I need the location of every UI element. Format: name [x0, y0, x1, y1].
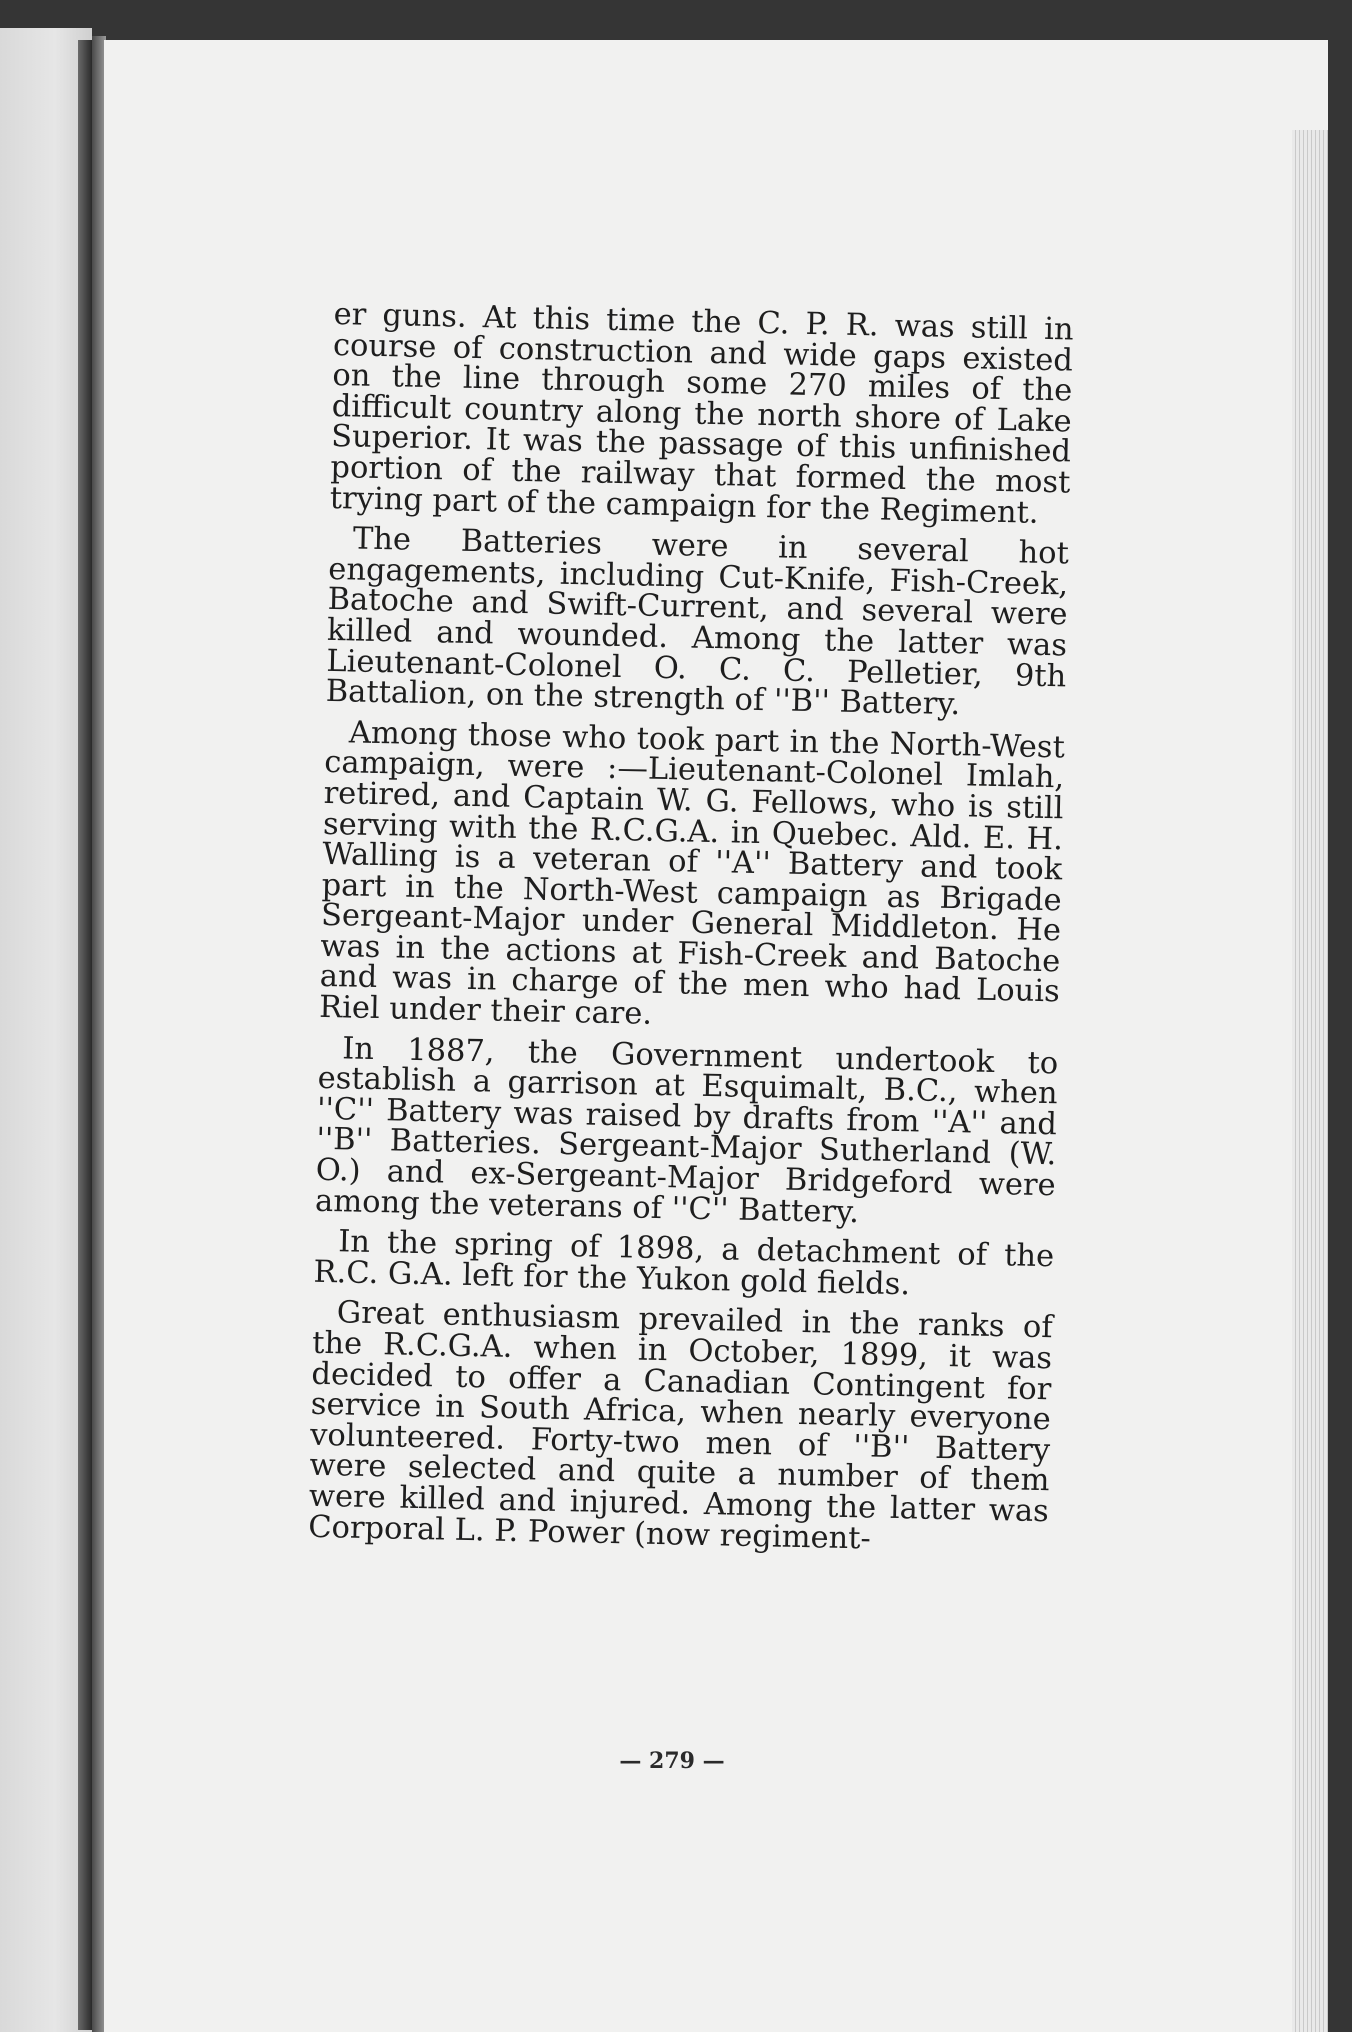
paragraph-4: In 1887, the Government undertook to establish a garrison at Esquimalt, B.C., when ''C'' Battery was raised by drafts from ''A'' and ''B'' Batteries. Sergeant-Major Sutherland (W. O.) and ex-Sergeant-Major Bridgeford were among the veterans of ''C'' Battery. — [314, 1030, 1059, 1230]
paragraph-1: er guns. At this time the C. P. R. was still in course of construction and wide gaps existed on the line through some 270 miles of the difficult country along the north shore of Lake Superior. It was the passage of this unfinished portion of the railway that formed the most trying part of the campaign for the Regiment. — [329, 297, 1074, 531]
paragraph-5: In the spring of 1898, a detachment of the R.C. G.A. left for the Yukon gold fields. — [313, 1224, 1055, 1303]
paragraph-3: Among those who took part in the North-West campaign, were :—Lieutenant-Colonel Imlah, retired, and Captain W. G. Fellows, who is still serving with the R.C.G.A. in Quebec. Ald. E. H. Walling is a veteran of ''A'' Battery and took part in the North-West campaign as Brigade Sergeant-Major under General Middleton. He was in the actions at Fish-Creek and Batoche and was in charge of the men who had Louis Riel under their care. — [318, 715, 1066, 1032]
page-stack-edge — [1292, 130, 1328, 2032]
paragraph-2: The Batteries were in several hot engagements, including Cut-Knife, Fish-Creek, Batoche and Swift-Current, and several were killed and wounded. Among the latter was Lieutenant-Colonel O. C. C. Pelletier, 9th Battalion, on the strength of ''B'' Battery. — [325, 521, 1070, 723]
paragraph-6: Great enthusiasm prevailed in the ranks of the R.C.G.A. when in October, 1899, it was decided to offer a Canadian Contingent for service in South Africa, when nearly everyone volunteered. Forty-two men of ''B'' Battery were selected and quite a number of them were killed and injured. Among the latter was Corporal L. P. Power (now regiment- — [307, 1295, 1053, 1557]
body-text — [304, 297, 1074, 1735]
page-number: — 279 — — [619, 1748, 725, 1774]
facing-page-shadow — [78, 40, 92, 2030]
